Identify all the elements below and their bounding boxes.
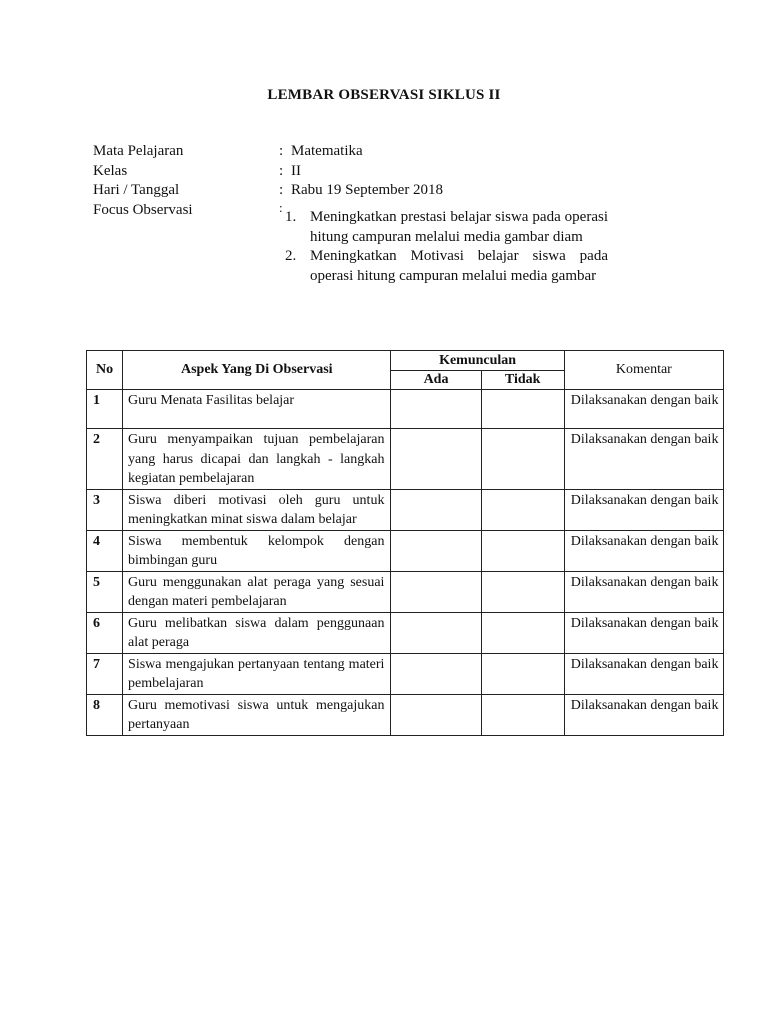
- row-komentar: Dilaksanakan dengan baik: [564, 530, 723, 571]
- row-number: 7: [87, 653, 123, 694]
- focus-list: [285, 208, 608, 301]
- table-header: [87, 351, 724, 390]
- info-label: Mata Pelajaran: [93, 143, 184, 159]
- table-row: [87, 653, 724, 694]
- table-row: [87, 489, 724, 530]
- row-komentar: Dilaksanakan dengan baik: [564, 489, 723, 530]
- info-colon: :: [279, 143, 284, 159]
- row-ada-cell[interactable]: [391, 694, 481, 735]
- info-value: Matematika: [291, 143, 363, 159]
- row-number: 3: [87, 489, 123, 530]
- header-tidak: Tidak: [481, 371, 564, 390]
- table-row: [87, 530, 724, 571]
- info-value: II: [291, 162, 301, 179]
- header-komentar: Komentar: [564, 351, 723, 390]
- table-row: [87, 694, 724, 735]
- row-ada-cell[interactable]: [391, 571, 481, 612]
- info-row-mata-pelajaran: [93, 142, 613, 162]
- row-ada-cell[interactable]: [391, 429, 481, 490]
- row-komentar: Dilaksanakan dengan baik: [564, 612, 723, 653]
- row-komentar: Dilaksanakan dengan baik: [564, 429, 723, 490]
- info-colon: :: [279, 199, 283, 215]
- row-tidak-cell[interactable]: [481, 694, 564, 735]
- row-number: 5: [87, 571, 123, 612]
- focus-number: 1.: [285, 209, 297, 225]
- row-aspek: Guru Menata Fasilitas belajar: [123, 390, 391, 429]
- header-kemunculan: Kemunculan: [391, 351, 564, 371]
- focus-item: [285, 247, 608, 286]
- table-row: [87, 390, 724, 429]
- row-tidak-cell[interactable]: [481, 653, 564, 694]
- row-aspek: Guru memotivasi siswa untuk mengajukan pertanyaan: [123, 694, 391, 735]
- table-body: [87, 390, 724, 736]
- row-ada-cell[interactable]: [391, 612, 481, 653]
- row-ada-cell[interactable]: [391, 390, 481, 429]
- focus-number: 2.: [285, 248, 297, 264]
- row-number: 1: [87, 390, 123, 429]
- observation-table: [86, 350, 724, 736]
- row-tidak-cell[interactable]: [481, 390, 564, 429]
- row-aspek: Guru melibatkan siswa dalam penggunaan alat peraga: [123, 612, 391, 653]
- info-label: Kelas: [93, 162, 128, 179]
- row-tidak-cell[interactable]: [481, 571, 564, 612]
- row-number: 8: [87, 694, 123, 735]
- row-komentar: Dilaksanakan dengan baik: [564, 653, 723, 694]
- row-ada-cell[interactable]: [391, 489, 481, 530]
- row-tidak-cell[interactable]: [481, 489, 564, 530]
- header-aspek: Aspek Yang Di Observasi: [123, 351, 391, 390]
- row-aspek: Siswa membentuk kelompok dengan bimbingan guru: [123, 530, 391, 571]
- row-number: 2: [87, 429, 123, 490]
- info-row-kelas: [93, 162, 613, 182]
- table-row: [87, 429, 724, 490]
- row-komentar: Dilaksanakan dengan baik: [564, 390, 723, 429]
- focus-item: [285, 208, 608, 247]
- header-ada: Ada: [391, 371, 481, 390]
- row-number: 4: [87, 530, 123, 571]
- row-tidak-cell[interactable]: [481, 612, 564, 653]
- row-aspek: Guru menggunakan alat peraga yang sesuai dengan materi pembelajaran: [123, 571, 391, 612]
- focus-text: Meningkatkan Motivasi belajar siswa pada operasi hitung campuran melalui media gambar: [310, 248, 608, 284]
- row-aspek: Siswa diberi motivasi oleh guru untuk meningkatkan minat siswa dalam belajar: [123, 489, 391, 530]
- info-colon: :: [279, 182, 284, 198]
- table-row: [87, 571, 724, 612]
- info-colon: :: [279, 162, 284, 179]
- header-no: No: [87, 351, 123, 390]
- document-title: LEMBAR OBSERVASI SIKLUS II: [267, 87, 501, 103]
- focus-text: Meningkatkan prestasi belajar siswa pada operasi hitung campuran melalui media gambar diam: [310, 209, 608, 245]
- row-tidak-cell[interactable]: [481, 530, 564, 571]
- info-value: Rabu 19 September 2018: [291, 182, 444, 198]
- table-row: [87, 612, 724, 653]
- row-ada-cell[interactable]: [391, 653, 481, 694]
- info-row-hari-tanggal: [93, 181, 613, 201]
- info-label: Focus Observasi: [93, 201, 193, 218]
- row-number: 6: [87, 612, 123, 653]
- row-tidak-cell[interactable]: [481, 429, 564, 490]
- row-aspek: Guru menyampaikan tujuan pembelajaran yang harus dicapai dan langkah - langkah kegiatan pembelajaran: [123, 429, 391, 490]
- row-komentar: Dilaksanakan dengan baik: [564, 571, 723, 612]
- row-aspek: Siswa mengajukan pertanyaan tentang materi pembelajaran: [123, 653, 391, 694]
- info-label: Hari / Tanggal: [93, 182, 180, 198]
- row-komentar: Dilaksanakan dengan baik: [564, 694, 723, 735]
- row-ada-cell[interactable]: [391, 530, 481, 571]
